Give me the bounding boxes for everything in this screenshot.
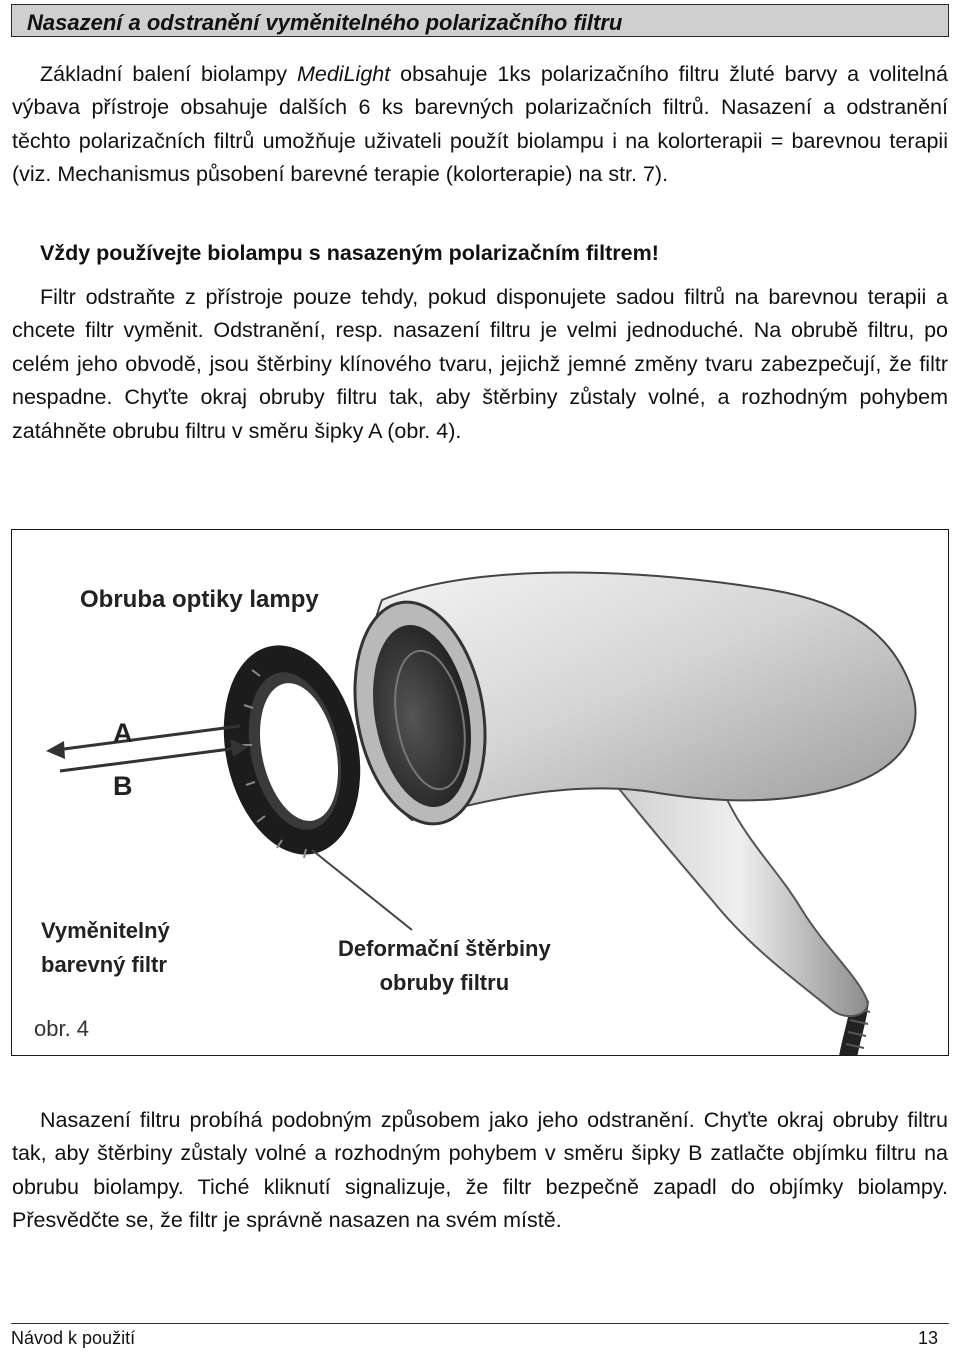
section-heading: Nasazení a odstranění vyměnitelného polarizačního filtru [27,10,623,35]
warning-text: Vždy používejte biolampu s nasazeným polarizačním filtrem! [40,241,659,265]
label-arrow-b: B [113,771,133,801]
footer-divider [11,1323,949,1324]
install-paragraph: Nasazení filtru probíhá podobným způsobem jako jeho odstranění. Chyťte okraj obruby filtru tak, aby štěrbiny zůstaly volné a rozhodným pohybem v směru šipky B zatlačte objímku filtru na obrubu biolampy. Tiché kliknutí signalizuje, že filtr bezpečně zapadl do objímky biolampy. Přesvědčte se, že filtr je správně nasazen na svém místě. [12,1108,948,1233]
label-replaceable-filter [41,914,170,982]
figure-lamp-filter [11,529,949,1056]
intro-text-before: Základní balení biolampy [40,62,297,86]
page-number: 13 [917,1328,938,1348]
section-heading-bar [11,4,949,37]
label-optics-rim: Obruba optiky lampy [80,586,319,613]
figure-caption: obr. 4 [34,1016,90,1041]
brand-name: MediLight [296,62,391,86]
label-deformation-slots [338,932,551,1000]
removal-paragraph: Filtr odstraňte z přístroje pouze tehdy, pokud disponujete sadou filtrů na barevnou terapii a chcete filtr vyměnit. Odstranění, resp. nasazení filtru je velmi jednoduché. Na obrubě filtru, po celém jeho obvodě, jsou štěrbiny klínového tvaru, jejichž jemné změny tvaru zabezpečují, že filtr nespadne. Chyťte okraj obruby filtru tak, aby štěrbiny zůstaly volné, a rozhodným pohybem zatáhněte obrubu filtru v směru šipky A (obr. 4). [12,285,948,443]
arrow-a [46,726,240,759]
slots-leader-line [312,850,412,930]
intro-paragraph [12,58,948,192]
arrow-b [60,739,248,771]
label-arrow-a: A [113,718,133,748]
label-filter-line1: Vyměnitelný [41,918,170,943]
label-filter-line2: barevný filtr [41,952,167,977]
footer-title: Návod k použití [11,1328,136,1348]
label-slots-line1: Deformační štěrbiny [338,936,551,961]
label-slots-line2: obruby filtru [379,970,510,995]
intro-text-after: obsahuje 1ks polarizačního filtru žluté barvy a volitelná výbava přístroje obsahuje dalších 6 ks barevných polarizačních filtrů. Nasazení a odstranění těchto polarizačních filtrů umožňuje uživateli použít biolampu i na kolorterapii = barevnou terapii (viz. Mechanismus působení barevné terapie (kolorterapie) na str. 7). [12,62,948,187]
